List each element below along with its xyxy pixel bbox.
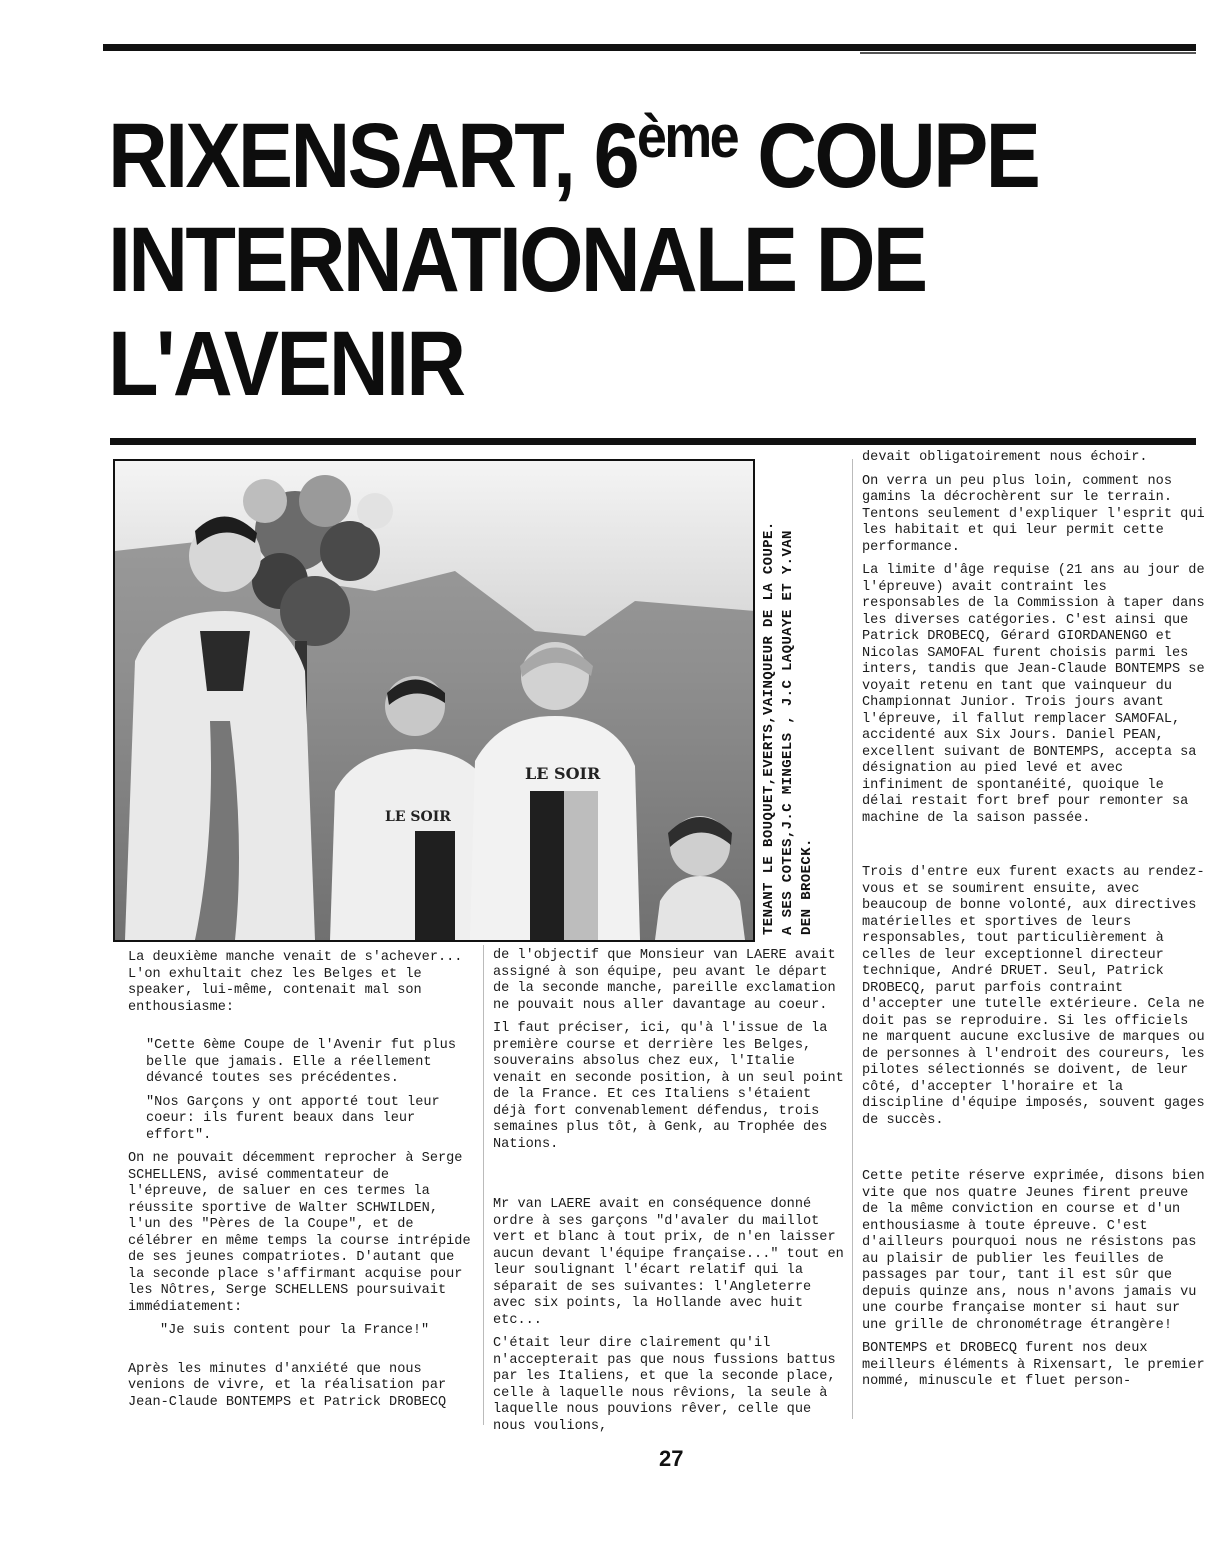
paragraph: La limite d'âge requise (21 ans au jour de l'épreuve) avait contraint les responsables de la Commission à taper dans les diverses catégories. C'est ainsi que Patrick DROBECQ, Gérard GIORDANENGO et Nicolas SAMOFAL furent choisis parmi les inters, tandis que Jean-Claude BONTEMPS se voyait retenu en tant que vainqueur du Championnat Junior. Trois jours avant l'épreuve, il fallut remplacer SAMOFAL, accidenté aux Six Jours. Daniel PEAN, excellent suivant de BONTEMPS, accepta sa désignation au pied levé et avec infiniment de spontanéité, quoique le délai restait fort bref pour remonter sa machine de la saison passée. (862, 563, 1213, 826)
headline-superscript: ème (636, 103, 737, 170)
section-rule (110, 438, 1196, 445)
headline (108, 104, 1098, 416)
headline-line-2: INTERNATIONALE DE (108, 209, 926, 311)
podium-photo (113, 459, 825, 942)
paragraph: On ne pouvait décemment reprocher à Serge SCHELLENS, avisé commentateur de l'épreuve, de saluer en ces termes la réussite sportive de Walter SCHWILDEN, l'un des "Pères de la Coupe", et de célébrer en même temps la course intrépide de ses jeunes compatriotes. D'autant que la seconde place s'affirmant acquise pour les Nôtres, Serge SCHELLENS poursuivait immédiatement: (128, 1151, 479, 1315)
quote-paragraph: "Nos Garçons y ont apporté tout leur coeur: ils furent beaux dans leur effort". (146, 1094, 448, 1143)
headline-line-1-end: COUPE (736, 105, 1039, 207)
paragraph: BONTEMPS et DROBECQ furent nos deux meilleurs éléments à Rixensart, le premier nommé, minuscule et fluet person- (862, 1341, 1213, 1389)
article-column-2 (493, 948, 852, 1442)
quote-paragraph: "Cette 6ème Coupe de l'Avenir fut plus belle que jamais. Elle a réellement dévancé toutes ses précédentes. (146, 1038, 465, 1086)
paragraph: Après les minutes d'anxiété que nous venions de vivre, et la réalisation par Jean-Claude BONTEMPS et Patrick DROBECQ (128, 1361, 455, 1410)
quote-paragraph: "Je suis content pour la France!" (160, 1323, 430, 1338)
article-column-1 (128, 950, 479, 1418)
headline-line-3: L'AVENIR (108, 313, 464, 415)
top-rule (103, 44, 1196, 51)
paragraph: devait obligatoirement nous échoir. (862, 450, 1148, 465)
paragraph: On verra un peu plus loin, comment nos gamins la décrochèrent sur le terrain. Tentons seulement d'expliquer l'esprit qui les habitait et qui leur permit cette performance. (862, 473, 1213, 555)
headline-line-1-start: RIXENSART, 6 (108, 105, 637, 207)
paragraph: Il faut préciser, ici, qu'à l'issue de la première course et derrière les Belges, souverains absolus chez eux, l'Italie venait en seconde position, à un seul point de la France. Et ces Italiens s'étaient déjà fort convenablement défendus, trois semaines plus tôt, à Genk, au Trophée des Nations. (493, 1021, 852, 1152)
jersey-text-middle: LE SOIR (385, 809, 451, 825)
podium-photo-illustration (115, 461, 755, 940)
jersey-text-right: LE SOIR (525, 764, 601, 783)
headline-line-1 (108, 104, 1098, 208)
paragraph: Trois d'entre eux furent exacts au rendez-vous et se soumirent ensuite, avec beaucoup de bonne volonté, aux directives matérielles et sportives de leurs responsables, tout particulièrement à celles de leur exceptionnel directeur technique, André DRUET. Seul, Patrick DROBECQ, parut parfois contraint d'accepter une tutelle extérieure. Cela ne doit pas se reproduire. Si les officiels ne marquent aucune exclusive de marques ou de personnes à l'endroit des coureurs, les pilotes sélectionnés se doivent, de leur côté, d'accepter l'horaire et la discipline d'équipe imposés, souvent gages de succès. (862, 865, 1213, 1128)
paragraph: La deuxième manche venait de s'achever... L'on exhultait chez les Belges et le speaker, lui-même, contenait mal son enthousiasme: (128, 950, 471, 1015)
column-separator-2 (852, 459, 853, 1419)
photo-caption: TENANT LE BOUQUET,EVERTS,VAINQUEUR DE LA COUPE. A SES COTES,J.C MINGELS , J.C LAQUAYE ET Y.VAN DEN BROECK. (761, 521, 815, 935)
paragraph: de l'objectif que Monsieur van LAERE avait assigné à son équipe, peu avant le départ de la seconde manche, pareille exclamation ne pouvait nous aller davantage au coeur. (493, 948, 844, 1013)
top-thin-rule (860, 52, 1196, 54)
paragraph: Cette petite réserve exprimée, disons bien vite que nos quatre Jeunes firent preuve de la même conviction en course et d'un enthousiasme à toute épreuve. C'est d'ailleurs pourquoi nous ne résistons pas au plaisir de publier les feuilles de passages par tour, tant il est sûr que depuis quinze ans, nous n'avons jamais vu une courbe française monter si haut sur une grille de chronométrage étrangère! (862, 1169, 1213, 1333)
column-separator-1 (483, 945, 484, 1425)
paragraph: Mr van LAERE avait en conséquence donné ordre à ses garçons "d'avaler du maillot vert et blanc à tout prix, de n'en laisser aucun devant l'équipe française..." tout en leur soulignant l'écart relatif qui la séparait de ses suivantes: l'Angleterre avec six points, la Hollande avec huit etc... (493, 1197, 852, 1328)
page-number: 27 (659, 1446, 684, 1471)
article-column-3 (862, 450, 1212, 1398)
paragraph: C'était leur dire clairement qu'il n'accepterait pas que nous fussions battus par les Italiens, et que la seconde place, celle à laquelle nous rêvions, la seule à laquelle nous pouvions rêver, celle que nous voulions, (493, 1336, 844, 1434)
